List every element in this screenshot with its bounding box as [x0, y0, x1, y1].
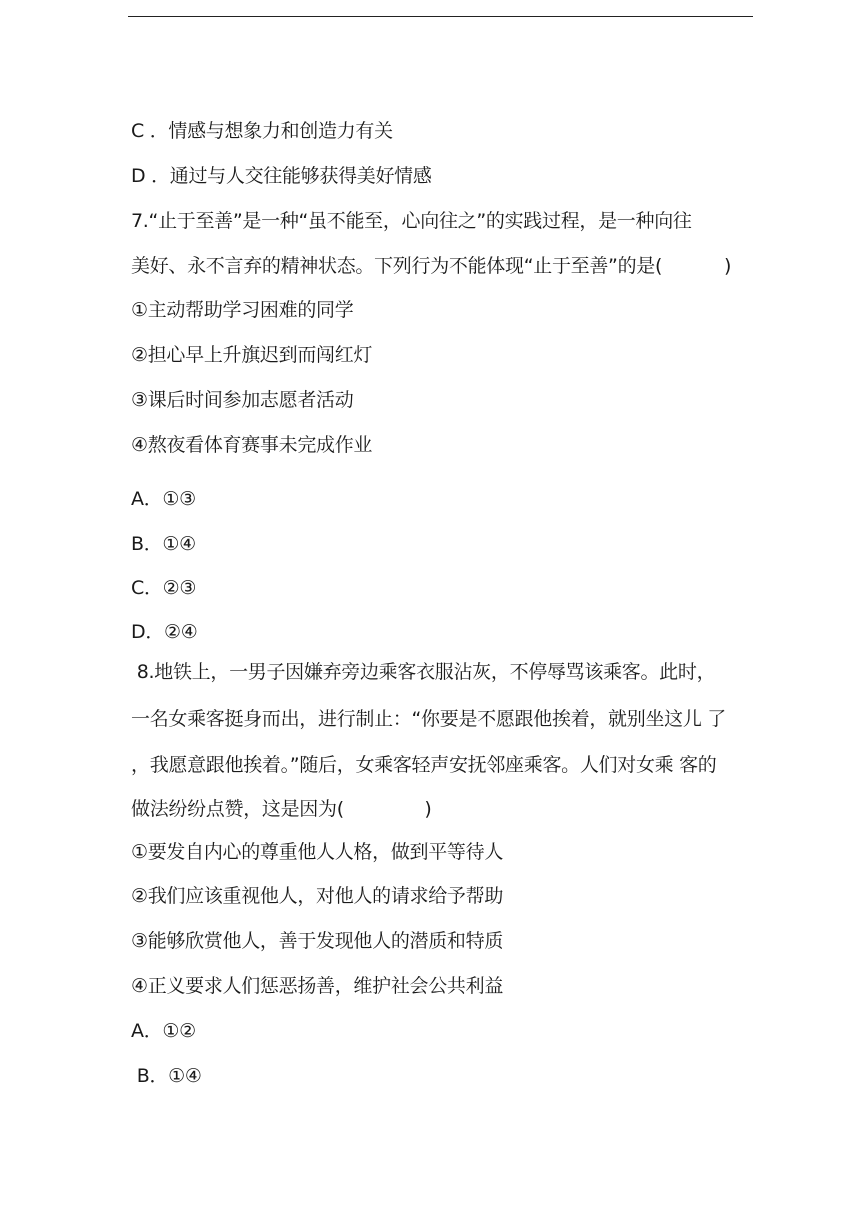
q8-option-b: B．①④	[131, 1065, 202, 1087]
question-7-line-2: 美好、永不言弃的精神状态。下列行为不能体现“止于至善”的是( )	[131, 255, 732, 277]
q7-option-a: A．①③	[131, 488, 196, 510]
q8-option-a: A．①②	[131, 1020, 196, 1042]
question-8-line-1: 8.地铁上，一男子因嫌弃旁边乘客衣服沾灰，不停辱骂该乘客。此时，	[131, 661, 716, 683]
option-d-q6: D ．通过与人交往能够获得美好情感	[131, 165, 432, 187]
question-8-line-3: ，我愿意跟他挨着。”随后，女乘客轻声安抚邻座乘客。人们对女乘 客的	[131, 754, 717, 776]
q7-item-1: ①主动帮助学习困难的同学	[131, 299, 354, 321]
q7-option-b: B．①④	[131, 533, 196, 555]
question-8-line-4: 做法纷纷点赞，这是因为( )	[131, 798, 432, 820]
q8-item-1: ①要发自内心的尊重他人人格，做到平等待人	[131, 841, 504, 863]
header-rule	[128, 16, 753, 17]
q7-item-4: ④熬夜看体育赛事未完成作业	[131, 434, 373, 456]
q8-item-3: ③能够欣赏他人，善于发现他人的潜质和特质	[131, 930, 504, 952]
q8-item-4: ④正义要求人们惩恶扬善，维护社会公共利益	[131, 975, 504, 997]
q7-option-c: C．②③	[131, 577, 197, 599]
q7-item-3: ③课后时间参加志愿者活动	[131, 389, 354, 411]
question-7-line-1: 7.“止于至善”是一种“虽不能至，心向往之”的实践过程，是一种向往	[131, 210, 692, 232]
q7-option-d: D．②④	[131, 621, 198, 643]
option-c-q6: C ．情感与想象力和创造力有关	[131, 120, 393, 142]
q7-item-2: ②担心早上升旗迟到而闯红灯	[131, 344, 373, 366]
q8-item-2: ②我们应该重视他人，对他人的请求给予帮助	[131, 885, 504, 907]
question-8-line-2: 一名女乘客挺身而出，进行制止：“你要是不愿跟他挨着，就别坐这儿 了	[131, 708, 726, 730]
